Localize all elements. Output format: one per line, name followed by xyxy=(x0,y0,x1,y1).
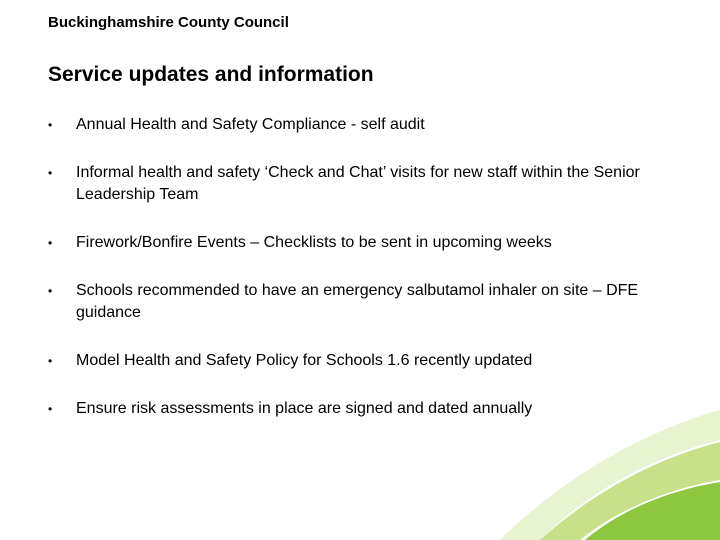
bullet-icon: • xyxy=(48,402,53,416)
list-item-text: Ensure risk assessments in place are signed and dated annually xyxy=(76,400,533,417)
bullet-icon: • xyxy=(48,118,53,132)
list-item-text: Model Health and Safety Policy for Schools 1.6 recently updated xyxy=(76,352,533,369)
list-item xyxy=(48,350,678,372)
list-item-text: Schools recommended to have an emergency salbutamol inhaler on site – DFE guidance xyxy=(76,282,639,321)
bullet-icon: • xyxy=(48,236,53,250)
list-item-text: Informal health and safety ‘Check and Chat’ visits for new staff within the Senior Leadership Team xyxy=(76,164,640,203)
organization-name: Buckinghamshire County Council xyxy=(48,14,289,31)
list-item-text: Annual Health and Safety Compliance - self audit xyxy=(76,116,425,133)
list-item xyxy=(48,280,678,324)
bullet-icon: • xyxy=(48,166,53,180)
bullet-icon: • xyxy=(48,354,53,368)
list-item xyxy=(48,232,678,254)
list-item xyxy=(48,162,678,206)
green-swoosh-decoration xyxy=(480,380,720,540)
slide-title: Service updates and information xyxy=(48,63,374,86)
list-item xyxy=(48,114,678,136)
list-item-text: Firework/Bonfire Events – Checklists to be sent in upcoming weeks xyxy=(76,234,552,251)
bullet-icon: • xyxy=(48,284,53,298)
